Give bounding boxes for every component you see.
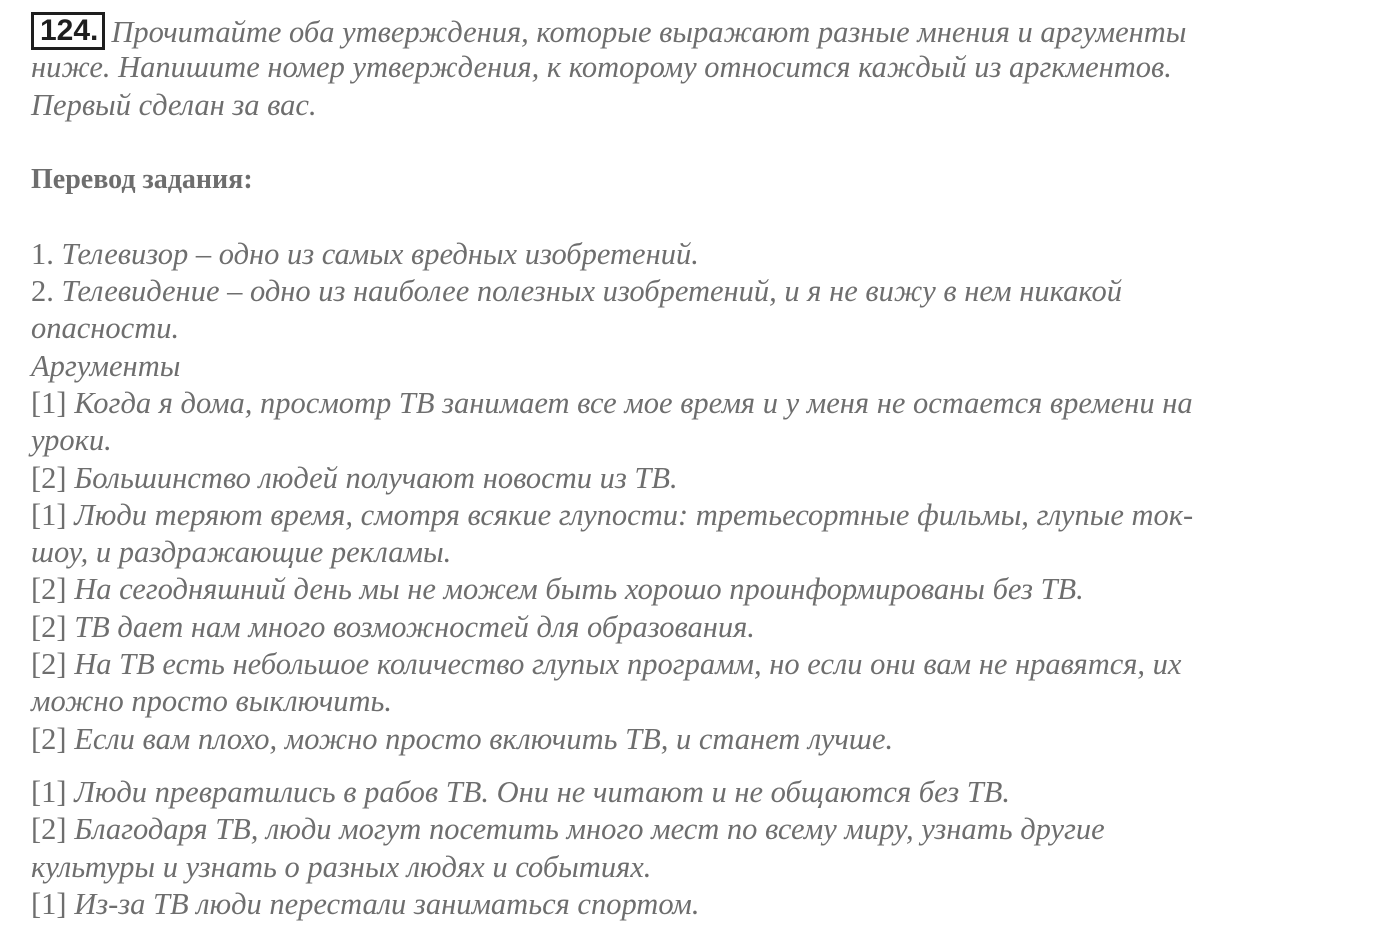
argument-1-continued: уроки.: [31, 423, 112, 458]
instruction-line-1: [31, 12, 1376, 49]
argument-tag: [2]: [31, 812, 67, 847]
argument-6: [31, 646, 1376, 683]
statement-1: [31, 236, 1376, 273]
argument-tag: [2]: [31, 460, 67, 495]
instruction-text: Прочитайте оба утверждения, которые выражают разные мнения и аргументы: [111, 15, 1187, 49]
argument-9: [31, 811, 1376, 848]
arguments-label: Аргументы: [31, 348, 181, 383]
argument-text: Благодаря ТВ, люди могут посетить много мест по всему миру, узнать другие: [74, 812, 1105, 847]
argument-tag: [2]: [31, 572, 67, 607]
argument-tag: [2]: [31, 721, 67, 756]
translation-heading: Перевод задания:: [31, 164, 253, 196]
argument-text: Люди теряют время, смотря всякие глупости: третьесортные фильмы, глупые ток-: [74, 497, 1194, 532]
spacer: [31, 758, 1376, 774]
argument-text: Из-за ТВ люди перестали заниматься спортом.: [74, 886, 700, 921]
argument-tag: [1]: [31, 774, 67, 809]
statement-text: Телевидение – одно из наиболее полезных изобретений, и я не вижу в нем никакой: [61, 274, 1123, 309]
argument-tag: [2]: [31, 647, 67, 682]
argument-8: [31, 774, 1376, 811]
statement-text: Телевизор – одно из самых вредных изобретений.: [61, 236, 699, 271]
argument-text: Когда я дома, просмотр ТВ занимает все мое время и у меня не остается времени на: [74, 385, 1193, 420]
argument-10: [31, 886, 1376, 923]
statement-number: 2.: [31, 274, 54, 309]
statement-number: 1.: [31, 236, 54, 271]
argument-text: Люди превратились в рабов ТВ. Они не читают и не общаются без ТВ.: [74, 774, 1010, 809]
argument-3-continued: шоу, и раздражающие рекламы.: [31, 535, 452, 570]
argument-tag: [2]: [31, 609, 67, 644]
statement-2: [31, 273, 1376, 310]
argument-text: Если вам плохо, можно просто включить ТВ, и станет лучше.: [74, 721, 894, 756]
argument-5: [31, 609, 1376, 646]
argument-2: [31, 460, 1376, 497]
instruction-line-2: ниже. Напишите номер утверждения, к которому относится каждый из аргкментов.: [31, 50, 1172, 85]
task-number-box: 124.: [31, 12, 105, 50]
argument-1: [31, 385, 1376, 422]
argument-6-continued: можно просто выключить.: [31, 684, 393, 719]
argument-tag: [1]: [31, 886, 67, 921]
spacer: [31, 124, 1376, 161]
argument-9-continued: культуры и узнать о разных людях и событиях.: [31, 849, 652, 884]
instruction-line-3: Первый сделан за вас.: [31, 87, 317, 122]
spacer: [31, 198, 1376, 235]
argument-text: На сегодняшний день мы не можем быть хорошо проинформированы без ТВ.: [74, 572, 1084, 607]
argument-tag: [1]: [31, 497, 67, 532]
argument-tag: [1]: [31, 385, 67, 420]
argument-text: Большинство людей получают новости из ТВ.: [74, 460, 678, 495]
argument-7: [31, 721, 1376, 758]
argument-3: [31, 497, 1376, 534]
argument-4: [31, 571, 1376, 608]
exercise-page: [31, 12, 1376, 923]
argument-text: ТВ дает нам много возможностей для образования.: [74, 609, 755, 644]
argument-text: На ТВ есть небольшое количество глупых программ, но если они вам не нравятся, их: [74, 647, 1182, 682]
statement-2-continued: опасности.: [31, 311, 180, 346]
